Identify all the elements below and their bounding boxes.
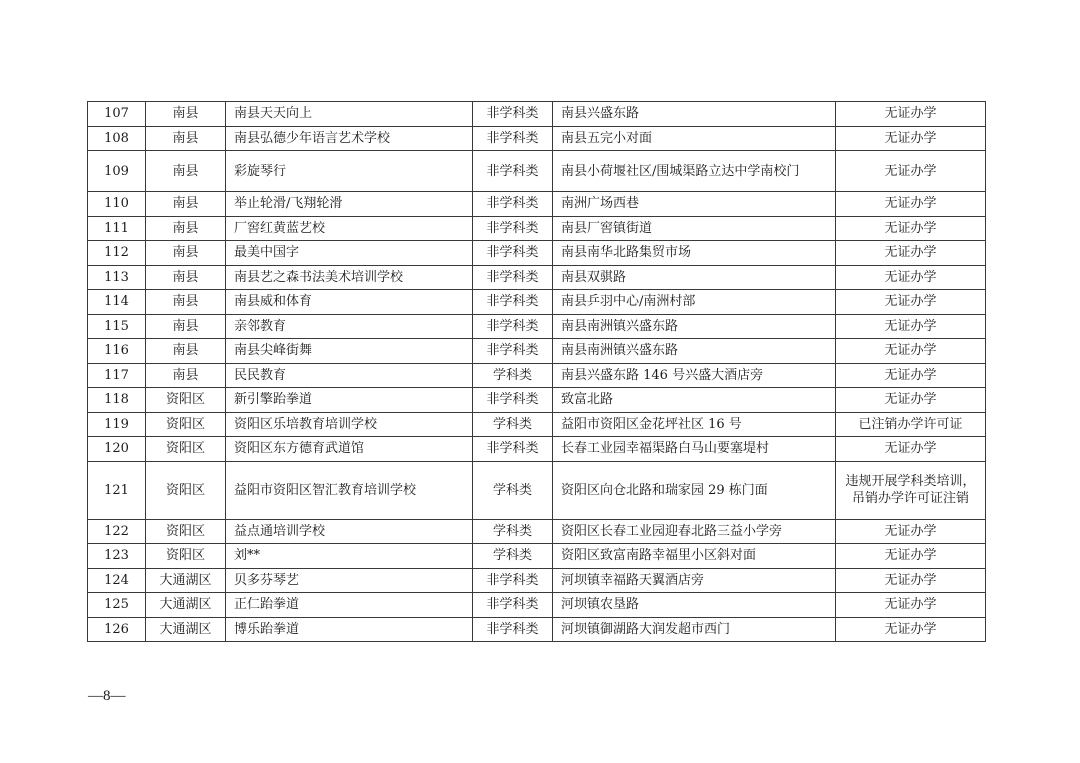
cell-institution-name: 南县尖峰街舞 <box>226 339 473 364</box>
cell-number: 116 <box>88 339 146 364</box>
cell-status: 无证办学 <box>836 544 986 569</box>
cell-number: 122 <box>88 519 146 544</box>
table-body <box>88 102 986 642</box>
cell-category: 非学科类 <box>473 388 553 413</box>
cell-category: 非学科类 <box>473 290 553 315</box>
cell-address: 致富北路 <box>553 388 836 413</box>
cell-address: 南县兴盛东路 146 号兴盛大酒店旁 <box>553 363 836 388</box>
cell-category: 非学科类 <box>473 102 553 127</box>
cell-district: 南县 <box>146 314 226 339</box>
cell-number: 124 <box>88 568 146 593</box>
cell-address: 南县南华北路集贸市场 <box>553 241 836 266</box>
cell-institution-name: 举止轮滑/飞翔轮滑 <box>226 192 473 217</box>
cell-number: 111 <box>88 216 146 241</box>
cell-category: 学科类 <box>473 544 553 569</box>
cell-number: 112 <box>88 241 146 266</box>
cell-number: 123 <box>88 544 146 569</box>
cell-institution-name: 益点通培训学校 <box>226 519 473 544</box>
cell-address: 南县厂窖镇街道 <box>553 216 836 241</box>
table-row <box>88 363 986 388</box>
cell-category: 学科类 <box>473 412 553 437</box>
cell-district: 南县 <box>146 102 226 127</box>
cell-address: 南县小荷堰社区/围城渠路立达中学南校门 <box>553 151 836 192</box>
table-row <box>88 216 986 241</box>
cell-category: 非学科类 <box>473 126 553 151</box>
table-row <box>88 519 986 544</box>
cell-address: 益阳市资阳区金花坪社区 16 号 <box>553 412 836 437</box>
cell-district: 南县 <box>146 363 226 388</box>
cell-status: 违规开展学科类培训，吊销办学许可证注销 <box>836 461 986 519</box>
cell-address: 南县乒羽中心/南洲村部 <box>553 290 836 315</box>
cell-institution-name: 亲邻教育 <box>226 314 473 339</box>
cell-category: 非学科类 <box>473 339 553 364</box>
cell-district: 资阳区 <box>146 519 226 544</box>
cell-district: 南县 <box>146 151 226 192</box>
cell-category: 非学科类 <box>473 314 553 339</box>
cell-institution-name: 贝多芬琴艺 <box>226 568 473 593</box>
cell-address: 河坝镇御湖路大润发超市西门 <box>553 617 836 642</box>
cell-number: 118 <box>88 388 146 413</box>
cell-institution-name: 刘** <box>226 544 473 569</box>
page-number: —8— <box>88 688 126 704</box>
cell-status: 无证办学 <box>836 126 986 151</box>
cell-address: 河坝镇幸福路天翼酒店旁 <box>553 568 836 593</box>
cell-category: 非学科类 <box>473 151 553 192</box>
cell-institution-name: 资阳区乐培教育培训学校 <box>226 412 473 437</box>
table-row <box>88 151 986 192</box>
cell-number: 114 <box>88 290 146 315</box>
cell-category: 非学科类 <box>473 437 553 462</box>
cell-number: 126 <box>88 617 146 642</box>
cell-address: 南县南洲镇兴盛东路 <box>553 339 836 364</box>
cell-category: 非学科类 <box>473 617 553 642</box>
table-row <box>88 412 986 437</box>
table-row <box>88 339 986 364</box>
table-row <box>88 388 986 413</box>
cell-district: 资阳区 <box>146 437 226 462</box>
table-row <box>88 568 986 593</box>
cell-institution-name: 南县威和体育 <box>226 290 473 315</box>
table-row <box>88 126 986 151</box>
cell-district: 南县 <box>146 192 226 217</box>
table-row <box>88 192 986 217</box>
cell-institution-name: 最美中国字 <box>226 241 473 266</box>
cell-address: 南县五完小对面 <box>553 126 836 151</box>
cell-address: 南县南洲镇兴盛东路 <box>553 314 836 339</box>
cell-status: 无证办学 <box>836 192 986 217</box>
cell-address: 河坝镇农垦路 <box>553 593 836 618</box>
cell-status: 已注销办学许可证 <box>836 412 986 437</box>
table-row <box>88 617 986 642</box>
table-row <box>88 102 986 127</box>
cell-category: 学科类 <box>473 519 553 544</box>
institutions-table <box>87 101 986 642</box>
cell-district: 大通湖区 <box>146 593 226 618</box>
table-row <box>88 593 986 618</box>
cell-district: 资阳区 <box>146 388 226 413</box>
cell-status: 无证办学 <box>836 314 986 339</box>
table-row <box>88 241 986 266</box>
cell-status: 无证办学 <box>836 290 986 315</box>
cell-category: 非学科类 <box>473 568 553 593</box>
cell-address: 南县兴盛东路 <box>553 102 836 127</box>
cell-status: 无证办学 <box>836 437 986 462</box>
cell-institution-name: 南县艺之森书法美术培训学校 <box>226 265 473 290</box>
cell-institution-name: 彩旋琴行 <box>226 151 473 192</box>
cell-number: 119 <box>88 412 146 437</box>
cell-institution-name: 厂窖红黄蓝艺校 <box>226 216 473 241</box>
cell-status: 无证办学 <box>836 593 986 618</box>
cell-status: 无证办学 <box>836 519 986 544</box>
cell-district: 南县 <box>146 126 226 151</box>
cell-address: 资阳区向仓北路和瑞家园 29 栋门面 <box>553 461 836 519</box>
table-row <box>88 290 986 315</box>
cell-status: 无证办学 <box>836 151 986 192</box>
cell-category: 非学科类 <box>473 216 553 241</box>
cell-status: 无证办学 <box>836 265 986 290</box>
cell-number: 108 <box>88 126 146 151</box>
cell-address: 资阳区长春工业园迎春北路三益小学旁 <box>553 519 836 544</box>
cell-institution-name: 资阳区东方德育武道馆 <box>226 437 473 462</box>
cell-status: 无证办学 <box>836 241 986 266</box>
institutions-table-wrapper <box>87 101 986 642</box>
cell-status: 无证办学 <box>836 568 986 593</box>
table-row <box>88 461 986 519</box>
cell-number: 107 <box>88 102 146 127</box>
cell-institution-name: 南县天天向上 <box>226 102 473 127</box>
cell-number: 117 <box>88 363 146 388</box>
cell-category: 学科类 <box>473 363 553 388</box>
cell-status: 无证办学 <box>836 216 986 241</box>
cell-number: 115 <box>88 314 146 339</box>
cell-district: 资阳区 <box>146 544 226 569</box>
cell-address: 南洲广场西巷 <box>553 192 836 217</box>
cell-address: 南县双骐路 <box>553 265 836 290</box>
cell-address: 长春工业园幸福渠路白马山要塞堤村 <box>553 437 836 462</box>
cell-institution-name: 益阳市资阳区智汇教育培训学校 <box>226 461 473 519</box>
cell-category: 非学科类 <box>473 593 553 618</box>
table-row <box>88 437 986 462</box>
cell-district: 南县 <box>146 339 226 364</box>
cell-district: 南县 <box>146 241 226 266</box>
cell-institution-name: 博乐跆拳道 <box>226 617 473 642</box>
cell-status: 无证办学 <box>836 363 986 388</box>
cell-institution-name: 正仁跆拳道 <box>226 593 473 618</box>
table-row <box>88 265 986 290</box>
cell-institution-name: 民民教育 <box>226 363 473 388</box>
cell-district: 资阳区 <box>146 412 226 437</box>
cell-number: 113 <box>88 265 146 290</box>
cell-institution-name: 南县弘德少年语言艺术学校 <box>226 126 473 151</box>
cell-number: 109 <box>88 151 146 192</box>
cell-status: 无证办学 <box>836 617 986 642</box>
cell-district: 大通湖区 <box>146 617 226 642</box>
cell-status: 无证办学 <box>836 102 986 127</box>
cell-status: 无证办学 <box>836 339 986 364</box>
cell-district: 南县 <box>146 265 226 290</box>
cell-institution-name: 新引擎跆拳道 <box>226 388 473 413</box>
cell-district: 资阳区 <box>146 461 226 519</box>
cell-number: 120 <box>88 437 146 462</box>
table-row <box>88 314 986 339</box>
cell-category: 学科类 <box>473 461 553 519</box>
cell-number: 110 <box>88 192 146 217</box>
cell-district: 大通湖区 <box>146 568 226 593</box>
cell-category: 非学科类 <box>473 192 553 217</box>
cell-number: 121 <box>88 461 146 519</box>
cell-category: 非学科类 <box>473 241 553 266</box>
cell-status: 无证办学 <box>836 388 986 413</box>
cell-district: 南县 <box>146 216 226 241</box>
table-row <box>88 544 986 569</box>
cell-category: 非学科类 <box>473 265 553 290</box>
cell-district: 南县 <box>146 290 226 315</box>
cell-address: 资阳区致富南路幸福里小区斜对面 <box>553 544 836 569</box>
cell-number: 125 <box>88 593 146 618</box>
